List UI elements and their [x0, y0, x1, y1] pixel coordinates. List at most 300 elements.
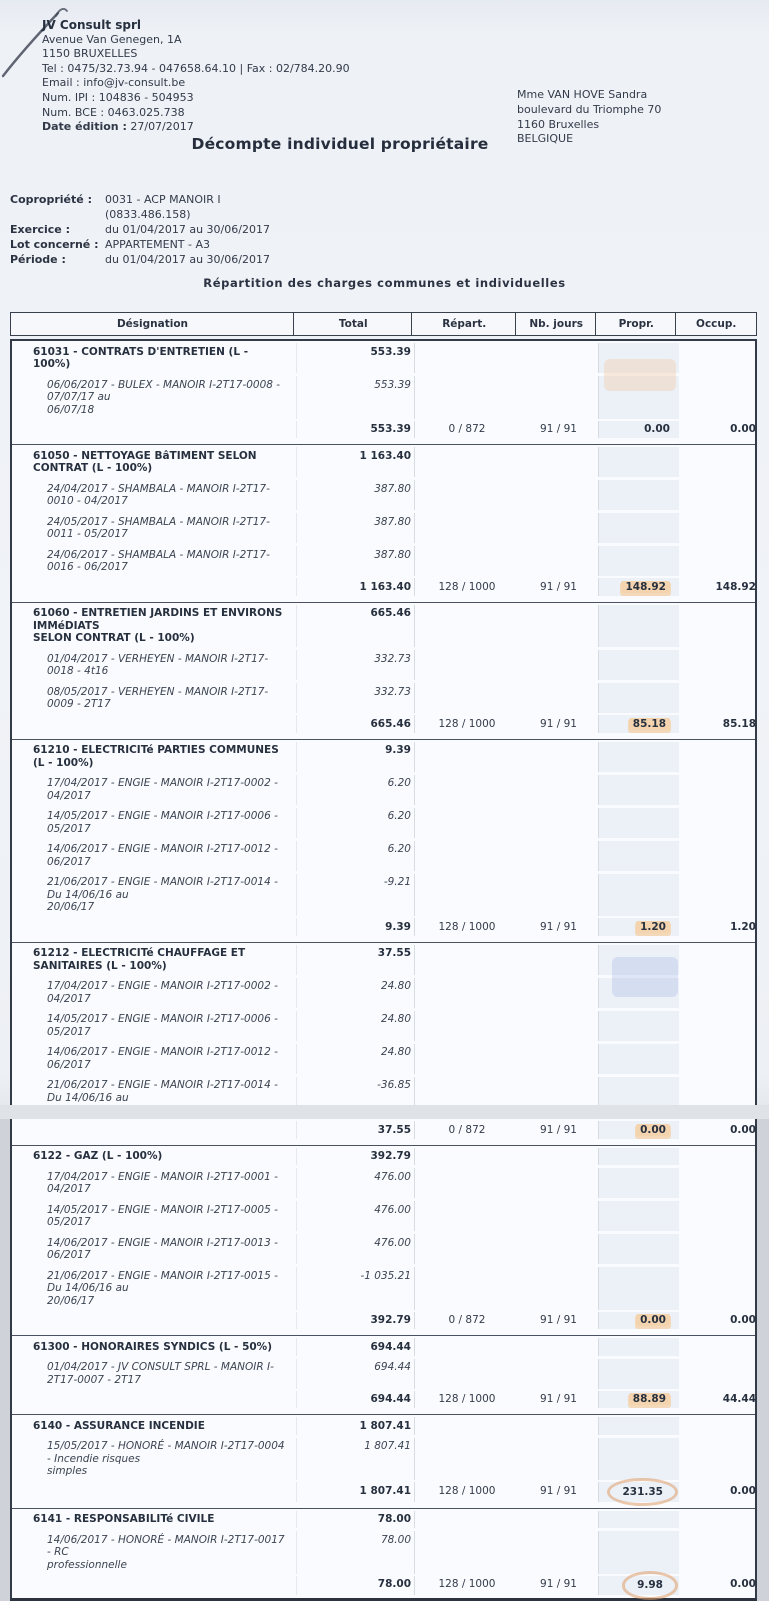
invoice-amount: 553.39: [297, 376, 415, 419]
empty-cell: [679, 1267, 759, 1310]
invoice-description: [12, 1044, 297, 1074]
owner-share-value: 0.00: [636, 1124, 670, 1136]
empty-cell: [415, 513, 519, 543]
invoice-amount: 476.00: [297, 1234, 415, 1264]
empty-cell: [599, 1267, 679, 1310]
empty-cell: [599, 546, 679, 576]
invoice-description-line: 17/04/2017 - ENGIE - MANOIR I-2T17-0001 - 04/2017: [47, 1170, 278, 1195]
subtotal-occupant-share: 85.18: [722, 717, 756, 730]
subtotal-total: 665.46: [297, 715, 415, 733]
invoice-description: [12, 978, 297, 1008]
empty-cell: [599, 1234, 679, 1264]
invoice-amount: 24.80: [297, 1011, 415, 1041]
empty-cell: [599, 1438, 679, 1481]
info-value-line: APPARTEMENT - A3: [105, 238, 210, 251]
invoice-description-line: 14/06/2017 - ENGIE - MANOIR I-2T17-0012 - 06/2017: [47, 843, 278, 868]
info-row: [10, 193, 270, 222]
letterhead: [42, 18, 350, 135]
charge-section: [12, 1414, 755, 1505]
empty-cell: [12, 1391, 297, 1409]
section-label-line: 61031 - CONTRATS D'ENTRETIEN (L - 100%): [33, 345, 249, 370]
invoice-description: [12, 1531, 297, 1574]
empty-cell: [415, 978, 519, 1008]
info-value: [105, 238, 210, 252]
info-value-line: (0833.486.158): [105, 208, 191, 221]
invoice-description-line: 14/06/2017 - ENGIE - MANOIR I-2T17-0013 - 06/2017: [47, 1236, 278, 1261]
empty-cell: [415, 1234, 519, 1264]
section-label-line: 6140 - ASSURANCE INCENDIE: [33, 1419, 205, 1432]
invoice-description: [12, 1359, 297, 1389]
invoice-detail-row: [12, 546, 755, 576]
section-label: [12, 1417, 297, 1435]
repartition-title: Répartition des charges communes et individuelles: [203, 276, 566, 290]
empty-cell: [12, 918, 297, 936]
invoice-description-line: 14/06/2017 - HONORÉ - MANOIR I-2T17-0017 - RC: [47, 1533, 285, 1558]
subtotal-owner-share: [599, 421, 679, 439]
charge-section: [12, 1508, 755, 1599]
invoice-description-line: 14/05/2017 - ENGIE - MANOIR I-2T17-0005 - 05/2017: [47, 1203, 278, 1228]
charges-table: [10, 312, 757, 1601]
empty-cell: [599, 1417, 679, 1435]
empty-cell: [679, 1201, 759, 1231]
empty-cell: [415, 1338, 519, 1356]
section-total: 392.79: [297, 1148, 415, 1166]
section-subtotal-row: [12, 1121, 755, 1139]
subtotal-occupant-share: 0.00: [730, 1484, 756, 1497]
subtotal-repartition: 128 / 1000: [438, 920, 496, 933]
subtotal-occupant-share: 148.92: [715, 580, 756, 593]
subtotal-repartition: 0 / 872: [448, 1314, 486, 1326]
invoice-description: [12, 775, 297, 805]
empty-cell: [679, 1511, 759, 1529]
section-header-row: [12, 605, 755, 648]
invoice-description-line: 17/04/2017 - ENGIE - MANOIR I-2T17-0002 - 04/2017: [47, 777, 278, 802]
invoice-detail-row: [12, 480, 755, 510]
empty-cell: [679, 1417, 759, 1435]
empty-cell: [519, 874, 599, 917]
subtotal-days: 91 / 91: [519, 1312, 599, 1330]
empty-cell: [679, 546, 759, 576]
empty-cell: [519, 343, 599, 373]
empty-cell: [599, 808, 679, 838]
empty-cell: [599, 343, 679, 373]
section-label-line: 61300 - HONORAIRES SYNDICS (L - 50%): [33, 1340, 273, 1353]
section-label-line: 61210 - ELECTRICITé PARTIES COMMUNES (L - 100%): [33, 744, 279, 769]
empty-cell: [599, 978, 679, 1008]
empty-cell: [679, 1168, 759, 1198]
company-name: JV Consult sprl: [42, 18, 141, 32]
empty-cell: [12, 1482, 297, 1502]
empty-cell: [12, 1576, 297, 1596]
section-label: [12, 343, 297, 373]
empty-cell: [679, 808, 759, 838]
invoice-detail-row: [12, 1359, 755, 1389]
invoice-amount: 387.80: [297, 546, 415, 576]
section-label-line: 6141 - RESPONSABILITé CIVILE: [33, 1513, 215, 1525]
invoice-amount: -9.21: [297, 874, 415, 917]
invoice-amount: 6.20: [297, 841, 415, 871]
invoice-detail-row: [12, 376, 755, 419]
empty-cell: [415, 683, 519, 713]
charge-section: [12, 602, 755, 736]
recipient-line: Mme VAN HOVE Sandra: [517, 88, 648, 101]
subtotal-owner-share: [599, 1576, 679, 1596]
empty-cell: [679, 343, 759, 373]
subtotal-occupant-share: 1.20: [730, 920, 756, 933]
edition-date-label: Date édition :: [42, 120, 127, 134]
empty-cell: [415, 808, 519, 838]
empty-cell: [415, 1168, 519, 1198]
invoice-detail-row: [12, 874, 755, 917]
table-header-row: [10, 312, 757, 336]
empty-cell: [519, 605, 599, 648]
letterhead-line: Email : info@jv-consult.be: [42, 76, 186, 90]
empty-cell: [599, 1168, 679, 1198]
empty-cell: [12, 1121, 297, 1139]
section-label: [12, 1511, 297, 1529]
empty-cell: [599, 945, 679, 975]
empty-cell: [679, 513, 759, 543]
empty-cell: [415, 1417, 519, 1435]
info-row: [10, 238, 270, 252]
empty-cell: [415, 447, 519, 477]
section-header-row: [12, 945, 755, 975]
subtotal-repartition: 128 / 1000: [438, 717, 496, 730]
empty-cell: [679, 480, 759, 510]
empty-cell: [519, 808, 599, 838]
invoice-description-line: 21/06/2017 - ENGIE - MANOIR I-2T17-0014 - Du 14/06/16 au: [47, 1079, 278, 1104]
empty-cell: [519, 1148, 599, 1166]
empty-cell: [599, 874, 679, 917]
empty-cell: [599, 1011, 679, 1041]
section-total: 665.46: [297, 605, 415, 648]
subtotal-days: 91 / 91: [519, 421, 599, 439]
letterhead-line: Num. BCE : 0463.025.738: [42, 105, 185, 119]
invoice-description-line: 14/05/2017 - ENGIE - MANOIR I-2T17-0006 - 05/2017: [47, 810, 278, 835]
empty-cell: [519, 650, 599, 680]
invoice-description: [12, 1168, 297, 1198]
invoice-amount: 6.20: [297, 808, 415, 838]
subtotal-occupant-share: 44.44: [722, 1393, 756, 1405]
info-value-line: du 01/04/2017 au 30/06/2017: [105, 253, 270, 266]
empty-cell: [599, 742, 679, 772]
empty-cell: [415, 1531, 519, 1574]
subtotal-occupant-share: 0.00: [730, 423, 756, 435]
invoice-amount: 387.80: [297, 513, 415, 543]
section-label-line: 61212 - ELECTRICITé CHAUFFAGE ET SANITAIRES (L - 100%): [33, 947, 246, 972]
empty-cell: [679, 841, 759, 871]
owner-share-value: 148.92: [621, 581, 670, 593]
column-header-d-signation: Désignation: [10, 312, 295, 336]
info-value-line: du 01/04/2017 au 30/06/2017: [105, 223, 270, 236]
invoice-description: [12, 546, 297, 576]
empty-cell: [679, 683, 759, 713]
info-label: Période :: [10, 253, 66, 266]
empty-cell: [679, 945, 759, 975]
empty-cell: [519, 513, 599, 543]
charge-section: [12, 739, 755, 939]
info-value: [105, 253, 270, 267]
empty-cell: [679, 775, 759, 805]
empty-cell: [415, 1011, 519, 1041]
empty-cell: [415, 650, 519, 680]
empty-cell: [599, 605, 679, 648]
empty-cell: [519, 1044, 599, 1074]
info-label: Lot concerné :: [10, 238, 99, 251]
invoice-description-line: 06/06/2017 - BULEX - MANOIR I-2T17-0008 - 07/07/17 au: [47, 378, 281, 403]
letterhead-lines: [42, 33, 350, 121]
subtotal-repartition: 128 / 1000: [438, 580, 496, 593]
page-bottom-edge: [0, 1105, 769, 1119]
empty-cell: [679, 605, 759, 648]
invoice-description-line: 15/05/2017 - HONORÉ - MANOIR I-2T17-0004 - Incendie risques: [47, 1440, 285, 1465]
empty-cell: [12, 421, 297, 439]
subtotal-total: 1 163.40: [297, 578, 415, 596]
invoice-description-line: 20/06/17: [47, 1294, 95, 1307]
invoice-amount: -36.85: [297, 1077, 415, 1120]
empty-cell: [519, 447, 599, 477]
section-subtotal-row: [12, 1391, 755, 1409]
empty-cell: [415, 1201, 519, 1231]
subtotal-owner-share: [599, 1312, 679, 1330]
letterhead-line: 1150 BRUXELLES: [42, 47, 138, 61]
charge-section: [12, 1145, 755, 1333]
invoice-description-line: 24/06/2017 - SHAMBALA - MANOIR I-2T17-0016 - 06/2017: [47, 548, 270, 573]
subtotal-days: 91 / 91: [519, 715, 599, 733]
empty-cell: [519, 1267, 599, 1310]
empty-cell: [415, 1267, 519, 1310]
empty-cell: [415, 1044, 519, 1074]
invoice-detail-row: [12, 1201, 755, 1231]
section-label-line: 61050 - NETTOYAGE BâTIMENT SELON CONTRAT (L - 100%): [33, 449, 257, 474]
subtotal-total: 392.79: [297, 1312, 415, 1330]
empty-cell: [12, 1312, 297, 1330]
empty-cell: [679, 1011, 759, 1041]
empty-cell: [599, 1511, 679, 1529]
invoice-description-line: simples: [47, 1465, 88, 1477]
empty-cell: [679, 1234, 759, 1264]
empty-cell: [679, 1438, 759, 1481]
section-label: [12, 742, 297, 772]
invoice-description: [12, 1234, 297, 1264]
empty-cell: [12, 715, 297, 733]
empty-cell: [519, 775, 599, 805]
subtotal-owner-share: [599, 1391, 679, 1409]
section-total: 553.39: [297, 343, 415, 373]
page-title: Décompte individuel propriétaire: [191, 135, 489, 153]
column-header-propr-: Propr.: [595, 312, 677, 336]
empty-cell: [519, 742, 599, 772]
invoice-description: [12, 480, 297, 510]
empty-cell: [679, 1359, 759, 1389]
invoice-description-line: 17/04/2017 - ENGIE - MANOIR I-2T17-0002 - 04/2017: [47, 980, 278, 1005]
subtotal-total: 78.00: [297, 1576, 415, 1596]
subtotal-total: 553.39: [297, 421, 415, 439]
empty-cell: [415, 775, 519, 805]
empty-cell: [599, 513, 679, 543]
empty-cell: [519, 480, 599, 510]
invoice-amount: 24.80: [297, 1044, 415, 1074]
subtotal-days: 91 / 91: [519, 1482, 599, 1502]
empty-cell: [679, 874, 759, 917]
charge-section: [12, 341, 755, 441]
empty-cell: [679, 1531, 759, 1574]
invoice-description: [12, 841, 297, 871]
section-label: [12, 1338, 297, 1356]
subtotal-occupant-share: 0.00: [730, 1578, 756, 1590]
section-total: 78.00: [297, 1511, 415, 1529]
invoice-amount: 78.00: [297, 1531, 415, 1574]
column-header-r-part-: Répart.: [411, 312, 517, 336]
empty-cell: [679, 742, 759, 772]
empty-cell: [679, 1338, 759, 1356]
invoice-description: [12, 1267, 297, 1310]
section-label: [12, 945, 297, 975]
invoice-description: [12, 874, 297, 917]
owner-share-value: 0.00: [636, 1314, 670, 1326]
info-label: Exercice :: [10, 223, 70, 236]
subtotal-days: 91 / 91: [519, 1391, 599, 1409]
empty-cell: [519, 546, 599, 576]
charge-section: [12, 444, 755, 599]
invoice-amount: 694.44: [297, 1359, 415, 1389]
invoice-description-line: 24/05/2017 - SHAMBALA - MANOIR I-2T17-0011 - 05/2017: [47, 515, 270, 540]
invoice-description-line: 01/04/2017 - VERHEYEN - MANOIR I-2T17-0018 - 4t16: [47, 652, 269, 677]
empty-cell: [679, 1044, 759, 1074]
recipient-line: 1160 Bruxelles: [517, 117, 600, 131]
invoice-detail-row: [12, 1044, 755, 1074]
recipient-line: boulevard du Triomphe 70: [517, 102, 662, 116]
info-value: [105, 223, 270, 237]
empty-cell: [415, 945, 519, 975]
section-label: [12, 605, 297, 648]
section-header-row: [12, 742, 755, 772]
letterhead-line: Num. IPI : 104836 - 504953: [42, 90, 194, 104]
empty-cell: [415, 1148, 519, 1166]
section-label-line: 6122 - GAZ (L - 100%): [33, 1150, 163, 1162]
section-label: [12, 1148, 297, 1166]
invoice-description-line: 01/04/2017 - JV CONSULT SPRL - MANOIR I-2T17-0007 - 2T17: [47, 1361, 274, 1386]
empty-cell: [679, 978, 759, 1008]
empty-cell: [415, 1438, 519, 1481]
info-row: [10, 253, 270, 267]
pen-circle-mark: 9.98: [622, 1571, 678, 1600]
invoice-description: [12, 376, 297, 419]
invoice-description-line: 14/06/2017 - ENGIE - MANOIR I-2T17-0012 - 06/2017: [47, 1046, 278, 1071]
invoice-detail-row: [12, 978, 755, 1008]
invoice-amount: 1 807.41: [297, 1438, 415, 1481]
empty-cell: [599, 775, 679, 805]
empty-cell: [519, 1011, 599, 1041]
empty-cell: [415, 841, 519, 871]
table-body: [10, 339, 757, 1601]
empty-cell: [519, 1417, 599, 1435]
invoice-description: [12, 1011, 297, 1041]
section-subtotal-row: [12, 578, 755, 596]
empty-cell: [519, 376, 599, 419]
empty-cell: [519, 1234, 599, 1264]
empty-cell: [599, 376, 679, 419]
empty-cell: [599, 480, 679, 510]
invoice-detail-row: [12, 1234, 755, 1264]
section-subtotal-row: [12, 1312, 755, 1330]
section-header-row: [12, 1148, 755, 1166]
invoice-detail-row: [12, 1438, 755, 1481]
empty-cell: [599, 841, 679, 871]
subtotal-owner-share: [599, 1121, 679, 1139]
section-subtotal-row: [12, 1576, 755, 1596]
empty-cell: [599, 1531, 679, 1574]
invoice-description: [12, 1201, 297, 1231]
empty-cell: [415, 376, 519, 419]
subtotal-repartition: 128 / 1000: [438, 1578, 496, 1590]
empty-cell: [599, 650, 679, 680]
letterhead-line: Tel : 0475/32.73.94 - 047658.64.10 | Fax : 02/784.20.90: [42, 61, 350, 75]
invoice-detail-row: [12, 1267, 755, 1310]
section-label: [12, 447, 297, 477]
invoice-description: [12, 1438, 297, 1481]
section-total: 1 163.40: [297, 447, 415, 477]
section-label-line: 61060 - ENTRETIEN JARDINS ET ENVIRONS IMMéDIATS: [33, 607, 283, 632]
invoice-description: [12, 650, 297, 680]
owner-share-value: 1.20: [636, 921, 670, 933]
invoice-description: [12, 808, 297, 838]
empty-cell: [415, 605, 519, 648]
invoice-amount: 24.80: [297, 978, 415, 1008]
invoice-detail-row: [12, 1168, 755, 1198]
invoice-amount: 332.73: [297, 650, 415, 680]
owner-share-value: 0.00: [644, 423, 670, 435]
empty-cell: [415, 742, 519, 772]
section-total: 37.55: [297, 945, 415, 975]
invoice-description-line: 24/04/2017 - SHAMBALA - MANOIR I-2T17-0010 - 04/2017: [47, 482, 270, 507]
invoice-description-line: 08/05/2017 - VERHEYEN - MANOIR I-2T17-0009 - 2T17: [47, 685, 269, 710]
invoice-description-line: 06/07/18: [47, 403, 95, 416]
empty-cell: [519, 1438, 599, 1481]
subtotal-days: 91 / 91: [519, 1576, 599, 1596]
empty-cell: [519, 945, 599, 975]
invoice-description: [12, 683, 297, 713]
empty-cell: [415, 546, 519, 576]
edition-date-value: 27/07/2017: [130, 120, 194, 134]
invoice-detail-row: [12, 683, 755, 713]
section-header-row: [12, 447, 755, 477]
owner-share-value: 85.18: [629, 718, 670, 730]
invoice-detail-row: [12, 808, 755, 838]
empty-cell: [415, 343, 519, 373]
info-value-line: 0031 - ACP MANOIR I: [105, 193, 221, 206]
invoice-detail-row: [12, 1531, 755, 1574]
subtotal-repartition: 0 / 872: [448, 423, 486, 435]
empty-cell: [679, 650, 759, 680]
empty-cell: [519, 841, 599, 871]
column-header-occup-: Occup.: [675, 312, 757, 336]
invoice-amount: 6.20: [297, 775, 415, 805]
invoice-amount: 476.00: [297, 1168, 415, 1198]
empty-cell: [519, 1511, 599, 1529]
empty-cell: [519, 1531, 599, 1574]
column-header-nb-jours: Nb. jours: [515, 312, 597, 336]
charge-section: [12, 1335, 755, 1411]
empty-cell: [519, 978, 599, 1008]
section-subtotal-row: [12, 421, 755, 439]
invoice-detail-row: [12, 775, 755, 805]
empty-cell: [599, 447, 679, 477]
subtotal-occupant-share: 0.00: [730, 1314, 756, 1326]
subtotal-total: 37.55: [297, 1121, 415, 1139]
invoice-amount: 332.73: [297, 683, 415, 713]
subtotal-days: 91 / 91: [519, 578, 599, 596]
